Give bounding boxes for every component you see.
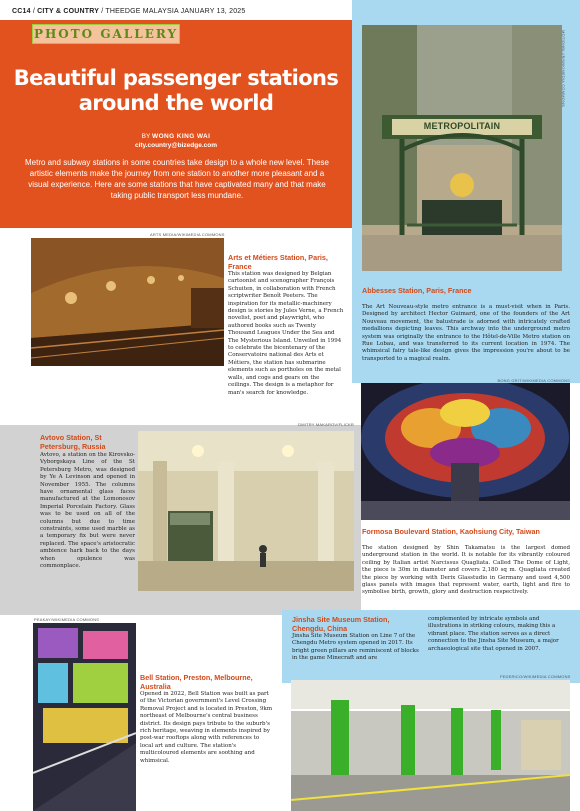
bell-credit: PEAKAY/WIKIMEDIA COMMONS	[34, 617, 100, 622]
jinsha-text-left	[292, 633, 422, 663]
arts-photo	[31, 238, 224, 366]
metropolitain-sign: METROPOLITAIN	[423, 121, 501, 131]
abbesses-text: The Art Nouveau-style metro entrance is a must-visit when in Paris. Designed by architect Hector Guimard, one of the founders of the Art Nouveau movement, the balustrade is adorned with intricately crafted medallions depicting leaves. This archway into the underground metro system was originally the entrance to the Hôtel-de-Ville Metro station on Rue Lobau, and was transferred to its current location in 1974. The whimsical fairy tale-like design gives the impression you're about to be transported to a magical realm.	[362, 304, 570, 362]
bell-text: Opened in 2022, Bell Station was built as part of the Victorian government's Level Crossing Removal Project and is located in Preston, 9km northeast of Melbourne's central business district. Its design pays tribute to the suburb's rich heritage, weaving in elements inspired by post-war rooftops along with references to local art and culture. The station's multicoloured elements are soothing and whimsical.	[140, 691, 273, 764]
section-name: CITY & COUNTRY	[37, 8, 100, 15]
headline: Beautiful passenger stations around the world	[13, 66, 339, 115]
arts-title: Arts et Métiers Station, Paris, France	[228, 253, 328, 271]
jinsha-title: Jinsha Site Museum Station, Chengdu, China	[292, 615, 390, 633]
formosa-text: The station designed by Shin Takamatsu is the largest domed underground station in the world. It is notable for its vibrantly coloured ceiling by Italian artist Narcissus Quagliata. Called The Dome of Light, the piece is 30m in diameter and covers 2,180 sq m. Quagliata created the piece by working with Derix Glasstudio in Germany and used 4,500 glass panels with images that represent water, earth, light and fire to symbolise birth, growth, glory and destruction respectively.	[362, 545, 570, 596]
byline	[30, 132, 322, 150]
issue-date: JANUARY 13, 2025	[180, 8, 246, 15]
arts-credit: ARTS MEDIA/WIKIMEDIA COMMONS	[150, 232, 225, 237]
jinsha-text-right	[428, 616, 570, 653]
abbesses-credit: MOTIONBLUR/WIKIMEDIA COMMONS	[561, 30, 566, 107]
formosa-photo	[361, 383, 570, 520]
avtovo-photo	[138, 431, 354, 591]
byline-name: WONG KING WAI	[152, 133, 211, 140]
jinsha-text-left-body: Jinsha Site Museum Station on Line 7 of the Chengdu Metro system opened in 2017. Its bright green pillars are reminiscent of blocks in the game Minecraft and are	[292, 633, 419, 662]
abbesses-photo	[362, 25, 562, 271]
jinsha-photo	[291, 680, 570, 811]
publication-name: THEEDGE MALAYSIA	[105, 8, 179, 15]
gallery-tab	[32, 24, 180, 44]
gallery-label: PHOTO GALLERY	[33, 27, 179, 41]
bell-photo	[33, 623, 136, 811]
jinsha-text-right-body: complemented by intricate symbols and illustrations in striking colours, making this a vibrant place. The station serves as a direct connection to the Jinsha Site Museum, a major archaeological site that opened in 2007.	[428, 616, 559, 652]
formosa-credit: BONG GRIT/WIKIMEDIA COMMONS	[497, 378, 570, 383]
byline-email: city.country@bizedge.com	[134, 142, 218, 149]
page-header: CC14 / CITY & COUNTRY / THEEDGE MALAYSIA JANUARY 13, 2025	[12, 8, 246, 15]
bell-title: Bell Station, Preston, Melbourne, Australia	[140, 673, 253, 691]
avtovo-text: Avtovo, a station on the Kirovsko-Vyborgskaya Line of the St Petersburg Metro, was designed by Ye A Levinson and opened in November 1955. The columns have ornamental glass faces manufactured at the Lomonosov Imperial Porcelain Factory. Glass was to be used on all of the columns but due to time constraints, some used marble as a temporary fix but were never replaced. The space's aristocratic ambience hark back to the days when opulence was commonplace.	[40, 452, 135, 570]
abbesses-title: Abbesses Station, Paris, France	[362, 286, 472, 295]
formosa-title: Formosa Boulevard Station, Kaohsiung City, Taiwan	[362, 527, 540, 536]
avtovo-title: Avtovo Station, St Petersburg, Russia	[40, 433, 106, 451]
arts-text	[228, 271, 344, 397]
intro-text: Metro and subway stations in some countries take design to a whole new level. These artistic elements make the journey from one station to another more pleasant and a visual experience. Here are some stations that have captivated many and that make taking public transport less mundane.	[24, 158, 330, 200]
jinsha-credit: FEDERICO/WIKIMEDIA COMMONS	[500, 674, 571, 679]
byline-by: BY	[141, 133, 151, 140]
page-number: CC14	[12, 8, 31, 15]
avtovo-credit: DMITRY MAKAROV/FLICKR	[298, 422, 354, 427]
arts-text-body: This station was designed by Belgian cartoonist and scenographer François Schuiten, in collaboration with French scriptwriter Benoît Peeters. The inspiration for its metallic-machinery design is stories by Jules Verne, a French novelist, poet and playwright, who authored books such as Twenty Thousand Leagues Under the Sea and The Mysterious Island. Unveiled in 1994 to celebrate the bicentenary of the Conservatoire national des Arts et Métiers, the station has submarine elements such as portholes on the metal walls, and cogs and gears on the ceilings. The design is a metaphor for man's search for knowledge.	[228, 271, 344, 396]
